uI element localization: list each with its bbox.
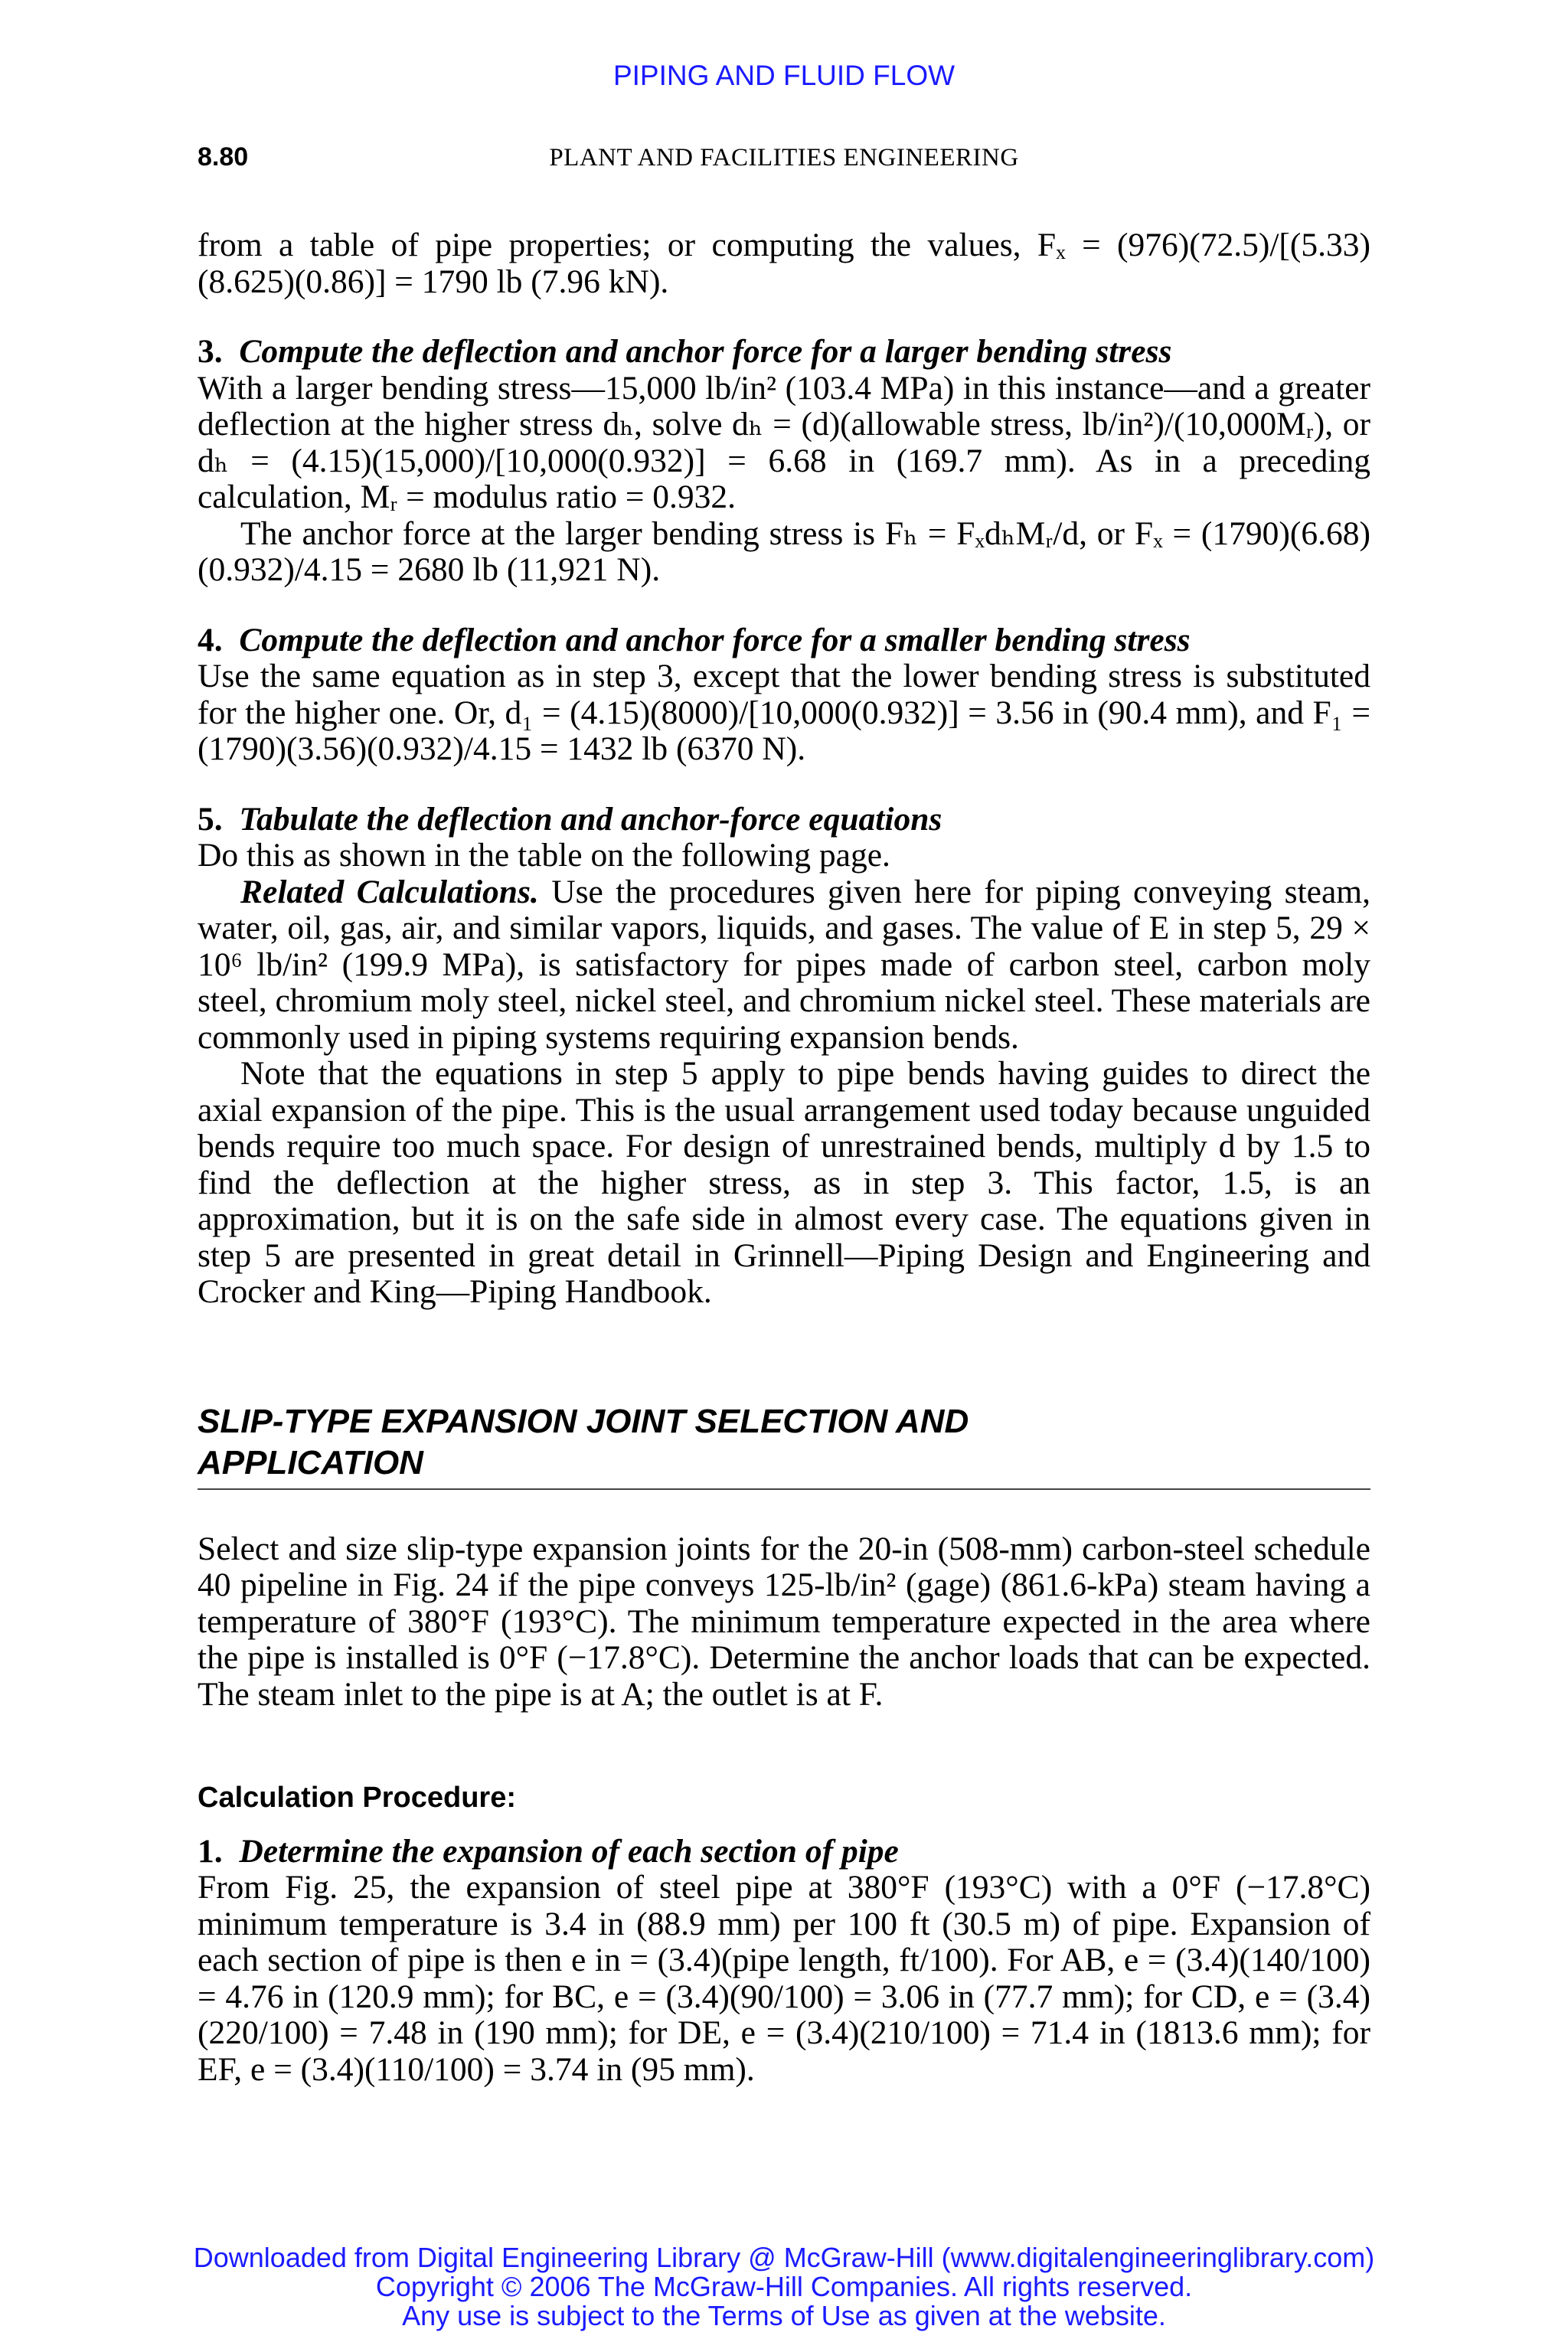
paragraph-continued: from a table of pipe properties; or computing the values, Fₓ = (976)(72.5)/[(5.33)(8.625)(0.86)] = 1790 lb (7.96 kN). <box>198 227 1370 300</box>
step-5-heading <box>198 802 1370 838</box>
procedure-step-1-title: Determine the expansion of each section of pipe <box>239 1832 899 1870</box>
procedure-step-1-number: 1. <box>198 1832 223 1870</box>
step-4-paragraph: Use the same equation as in step 3, except that the lower bending stress is substituted for the higher one. Or, d₁ = (4.15)(8000)/[10,000(0.932)] = 3.56 in (90.4 mm), and F₁ = (1790)(3.56)(0.932)/4.15 = 1432 lb (6370 N). <box>198 658 1370 767</box>
step-5-number: 5. <box>198 800 223 838</box>
step-3-title: Compute the deflection and anchor force for a larger bending stress <box>239 333 1172 370</box>
note-paragraph: Note that the equations in step 5 apply to pipe bends having guides to direct the axial expansion of the pipe. This is the usual arrangement used today because unguided bends require too much space. For design of unrestrained bends, multiply d by 1.5 to find the deflection at the higher stress, as in step 3. This factor, 1.5, is an approximation, but it is on the safe side in almost every case. The equations given in step 5 are presented in great detail in Grinnell—Piping Design and Engineering and Crocker and King—Piping Handbook. <box>198 1055 1370 1310</box>
related-calculations-paragraph <box>198 874 1370 1057</box>
step-5-title: Tabulate the deflection and anchor-force equations <box>239 800 942 838</box>
step-3-heading <box>198 334 1370 371</box>
running-head: PLANT AND FACILITIES ENGINEERING <box>549 144 1019 172</box>
step-3-number: 3. <box>198 333 223 370</box>
problem-statement: Select and size slip-type expansion joints for the 20-in (508-mm) carbon-steel schedule 40 pipeline in Fig. 24 if the pipe conveys 125-lb/in² (gage) (861.6-kPa) steam having a temperature of 380°F (193°C). The minimum temperature expected in the area where the pipe is installed is 0°F (−17.8°C). Determine the anchor loads that can be expected. The steam inlet to the pipe is at A; the outlet is at F. <box>198 1530 1370 1713</box>
step-4-number: 4. <box>198 621 223 658</box>
step-3-paragraph-1: With a larger bending stress—15,000 lb/in² (103.4 MPa) in this instance—and a greater deflection at the higher stress dₕ, solve dₕ = (d)(allowable stress, lb/in²)/(10,000Mᵣ), or dₕ = (4.15)(15,000)/[10,000(0.932)] = 6.68 in (169.7 mm). As in a preceding calculation, Mᵣ = modulus ratio = 0.932. <box>198 369 1370 515</box>
section-banner: PIPING AND FLUID FLOW <box>612 60 956 91</box>
procedure-step-1-heading <box>198 1834 1370 1870</box>
related-calculations-label: Related Calculations. <box>240 873 539 910</box>
section-heading-line-1: SLIP-TYPE EXPANSION JOINT SELECTION AND <box>198 1402 969 1440</box>
footer-line-2: Copyright © 2006 The McGraw-Hill Companies. All rights reserved. <box>375 2271 1193 2302</box>
footer-line-1: Downloaded from Digital Engineering Library @ McGraw-Hill (www.digitalengineeringlibrary.com) <box>193 2242 1375 2273</box>
step-4-heading <box>198 622 1370 659</box>
procedure-heading: Calculation Procedure: <box>198 1782 516 1814</box>
procedure-step-1-paragraph: From Fig. 25, the expansion of steel pipe at 380°F (193°C) with a 0°F (−17.8°C) minimum temperature is 3.4 in (88.9 mm) per 100 ft (30.5 m) of pipe. Expansion of each section of pipe is then e in = (3.4)(pipe length, ft/100). For AB, e = (3.4)(140/100) = 4.76 in (120.9 mm); for BC, e = (3.4)(90/100) = 3.06 in (77.7 mm); for CD, e = (3.4)(220/100) = 7.48 in (190 mm); for DE, e = (3.4)(210/100) = 71.4 in (1813.6 mm); for EF, e = (3.4)(110/100) = 3.74 in (95 mm). <box>198 1869 1370 2088</box>
related-calculations-text: Use the procedures given here for piping conveying steam, water, oil, gas, air, and similar vapors, liquids, and gases. The value of E in step 5, 29 × 10⁶ lb/in² (199.9 MPa), is satisfactory for pipes made of carbon steel, carbon moly steel, chromium moly steel, nickel steel, and chromium nickel steel. These materials are commonly used in piping systems requiring expansion bends. <box>198 873 1370 1056</box>
section-heading-line-2: APPLICATION <box>198 1443 423 1481</box>
footer-line-3: Any use is subject to the Terms of Use as given at the website. <box>402 2300 1166 2331</box>
page-body <box>198 227 1370 2088</box>
section-heading <box>198 1401 1370 1484</box>
step-4-title: Compute the deflection and anchor force for a smaller bending stress <box>239 621 1191 658</box>
page-number: 8.80 <box>198 142 249 172</box>
step-3-paragraph-2: The anchor force at the larger bending stress is Fₕ = FₓdₕMᵣ/d, or Fₓ = (1790)(6.68)(0.932)/4.15 = 2680 lb (11,921 N). <box>198 514 1370 588</box>
step-5-paragraph: Do this as shown in the table on the following page. <box>198 837 890 874</box>
download-footer <box>0 2243 1568 2331</box>
